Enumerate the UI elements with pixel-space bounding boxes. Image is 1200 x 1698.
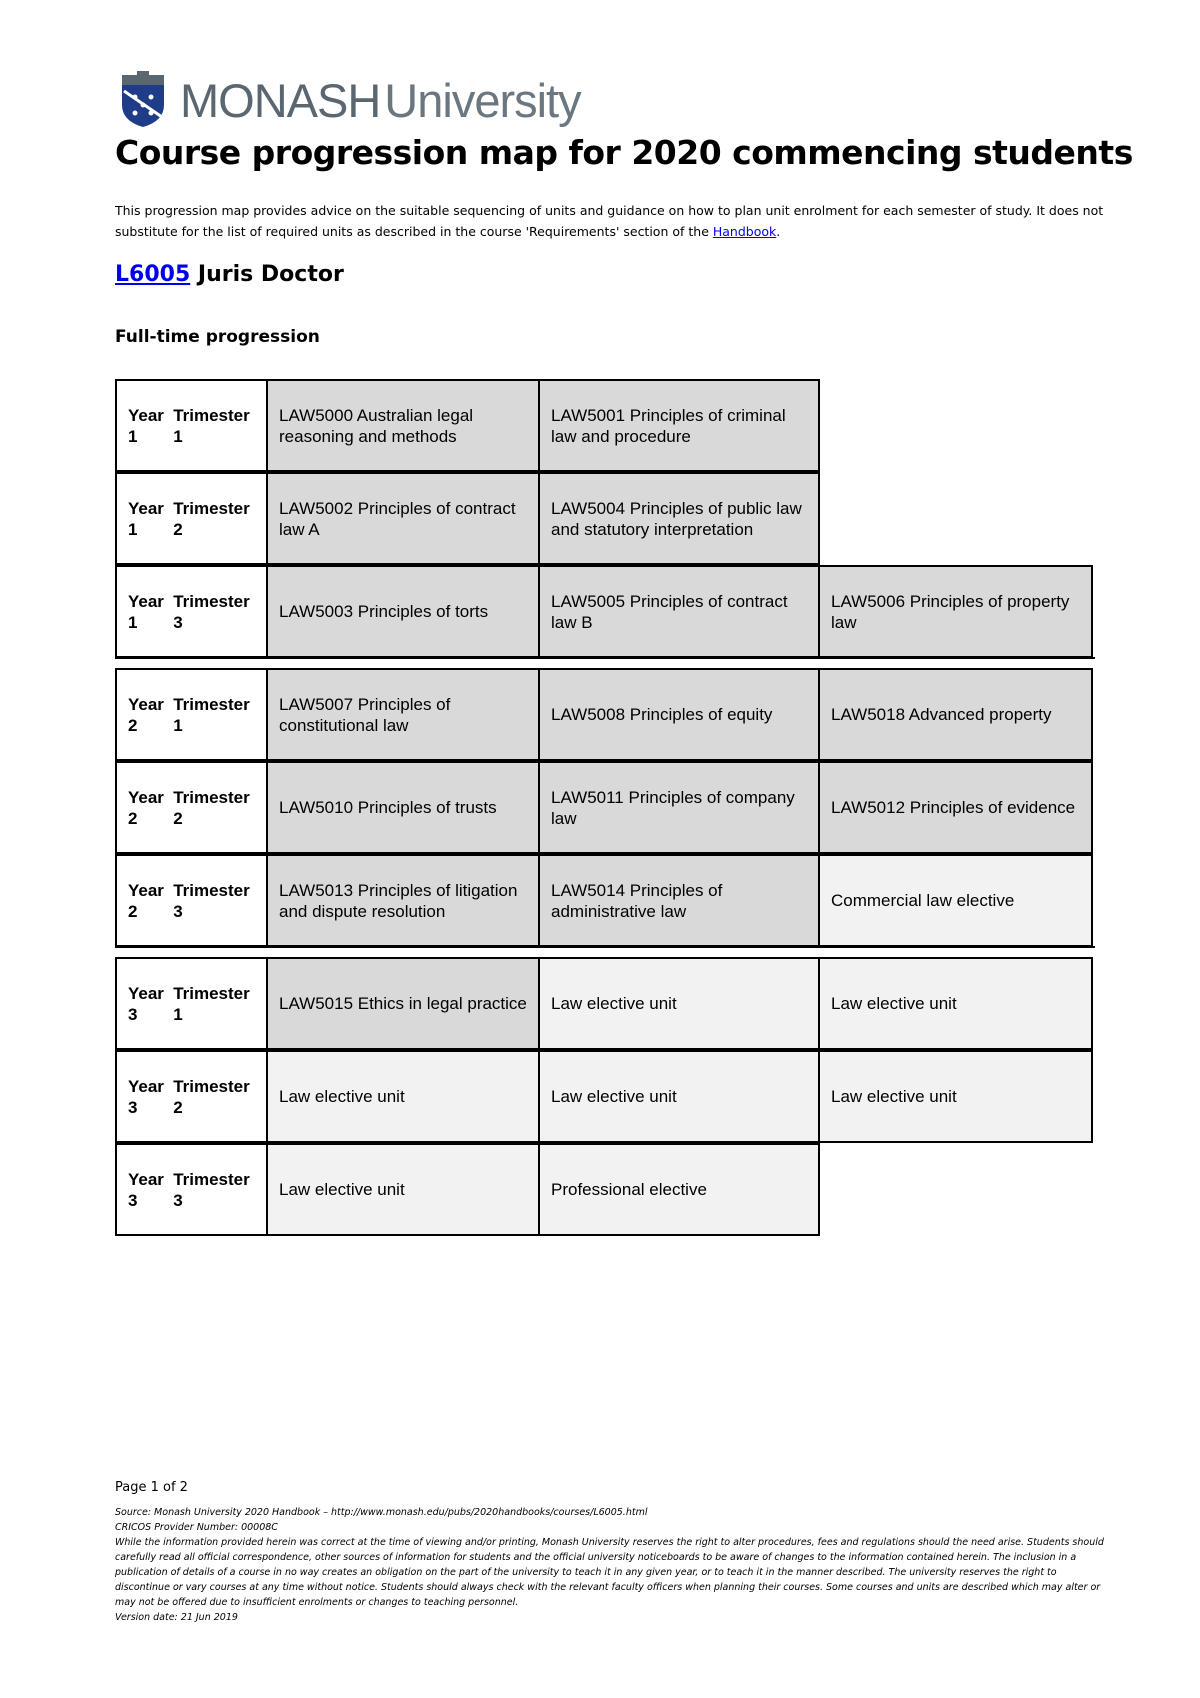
term-label: Trimester 3 (173, 591, 250, 632)
unit-cell: LAW5012 Principles of evidence (818, 761, 1093, 854)
period-label (115, 761, 268, 854)
logo-wordmark-suffix: University (384, 73, 581, 127)
period-label (115, 668, 268, 761)
term-label: Trimester 2 (173, 1076, 250, 1117)
course-name: Juris Doctor (190, 262, 344, 287)
period-label (115, 379, 268, 472)
unit-cell: LAW5015 Ethics in legal practice (266, 957, 540, 1050)
elective-cell: Law elective unit (538, 1050, 820, 1143)
disclaimer: While the information provided herein was correct at the time of viewing and/or printing, Monash University reserves the right to alter procedures, fees and regulations should the need arise. Students should carefully read all official correspondence, other sources of information for students and the official university noticeboards to be aware of changes to the information contained herein. The inclusion in a publication of details of a course in no way creates an obligation on the part of the university to teach it in any given year, or to teach it in the manner described. The university reserves the right to discontinue or vary courses at any time without notice. Students should always check with the relevant faculty officers when planning their courses. Some courses and units are described which may alter or may not be offered due to insufficient enrolments or changes to teaching personnel. (115, 1537, 1104, 1608)
logo-wordmark: MONASH (180, 73, 381, 127)
term-label: Trimester 3 (173, 1169, 250, 1210)
period-label (115, 1050, 268, 1143)
unit-cell: LAW5006 Principles of property law (818, 565, 1093, 658)
course-code-link[interactable]: L6005 (115, 262, 191, 287)
table-row (115, 668, 1095, 761)
page-number: Page 1 of 2 (115, 1480, 188, 1495)
term-label: Trimester 1 (173, 983, 250, 1024)
elective-cell: Law elective unit (538, 957, 820, 1050)
monash-crest-icon (118, 71, 168, 129)
elective-cell: Law elective unit (818, 957, 1093, 1050)
year-divider (115, 657, 1095, 659)
table-row (115, 379, 1095, 472)
table-row (115, 1050, 1095, 1143)
year-label: Year 2 (128, 880, 164, 921)
table-row (115, 1143, 1095, 1236)
elective-cell: Law elective unit (266, 1143, 540, 1236)
term-label: Trimester 1 (173, 694, 250, 735)
period-label (115, 854, 268, 947)
version-date: Version date: 21 Jun 2019 (115, 1612, 238, 1623)
unit-cell: LAW5010 Principles of trusts (266, 761, 540, 854)
unit-cell: LAW5011 Principles of company law (538, 761, 820, 854)
table-row (115, 761, 1095, 854)
unit-cell: LAW5005 Principles of contract law B (538, 565, 820, 658)
unit-cell: LAW5008 Principles of equity (538, 668, 820, 761)
unit-cell: LAW5001 Principles of criminal law and procedure (538, 379, 820, 472)
year-label: Year 2 (128, 694, 164, 735)
year-label: Year 3 (128, 1076, 164, 1117)
unit-cell: LAW5018 Advanced property (818, 668, 1093, 761)
source-note: Source: Monash University 2020 Handbook – http://www.monash.edu/pubs/2020handbooks/courses/L6005.html (115, 1507, 648, 1518)
term-label: Trimester 3 (173, 880, 250, 921)
year-label: Year 3 (128, 1169, 164, 1210)
unit-cell: LAW5014 Principles of administrative law (538, 854, 820, 947)
cricos-note: CRICOS Provider Number: 00008C (115, 1522, 278, 1533)
period-label (115, 472, 268, 565)
year-label: Year 2 (128, 787, 164, 828)
term-label: Trimester 2 (173, 787, 250, 828)
elective-cell: Law elective unit (818, 1050, 1093, 1143)
period-label (115, 1143, 268, 1236)
unit-cell: LAW5013 Principles of litigation and dispute resolution (266, 854, 540, 947)
year-divider (115, 946, 1095, 948)
unit-cell: LAW5000 Australian legal reasoning and methods (266, 379, 540, 472)
intro-end: . (776, 224, 781, 239)
unit-cell: LAW5002 Principles of contract law A (266, 472, 540, 565)
table-row (115, 472, 1095, 565)
year-label: Year 1 (128, 405, 164, 446)
page-footer (115, 1480, 1105, 1625)
intro-text: This progression map provides advice on the suitable sequencing of units and guidance on how to plan unit enrolment for each semester of study. It does not substitute for the list of required units as described in the course 'Requirements' section of the (115, 203, 1104, 239)
section-subheading: Full-time progression (115, 327, 320, 347)
unit-cell: LAW5007 Principles of constitutional law (266, 668, 540, 761)
elective-cell: Law elective unit (266, 1050, 540, 1143)
intro-paragraph (115, 200, 1105, 242)
course-heading (115, 262, 344, 287)
year-label: Year 1 (128, 591, 164, 632)
table-row (115, 565, 1095, 658)
progression-table (115, 379, 1095, 1236)
monash-logo (118, 70, 581, 130)
elective-cell: Professional elective (538, 1143, 820, 1236)
period-label (115, 957, 268, 1050)
unit-cell: LAW5003 Principles of torts (266, 565, 540, 658)
year-label: Year 3 (128, 983, 164, 1024)
table-row (115, 854, 1095, 947)
page-title: Course progression map for 2020 commencing students (115, 133, 1133, 172)
year-label: Year 1 (128, 498, 164, 539)
term-label: Trimester 1 (173, 405, 250, 446)
period-label (115, 565, 268, 658)
elective-cell: Commercial law elective (818, 854, 1093, 947)
unit-cell: LAW5004 Principles of public law and statutory interpretation (538, 472, 820, 565)
handbook-link[interactable]: Handbook (712, 224, 777, 239)
term-label: Trimester 2 (173, 498, 250, 539)
table-row (115, 957, 1095, 1050)
